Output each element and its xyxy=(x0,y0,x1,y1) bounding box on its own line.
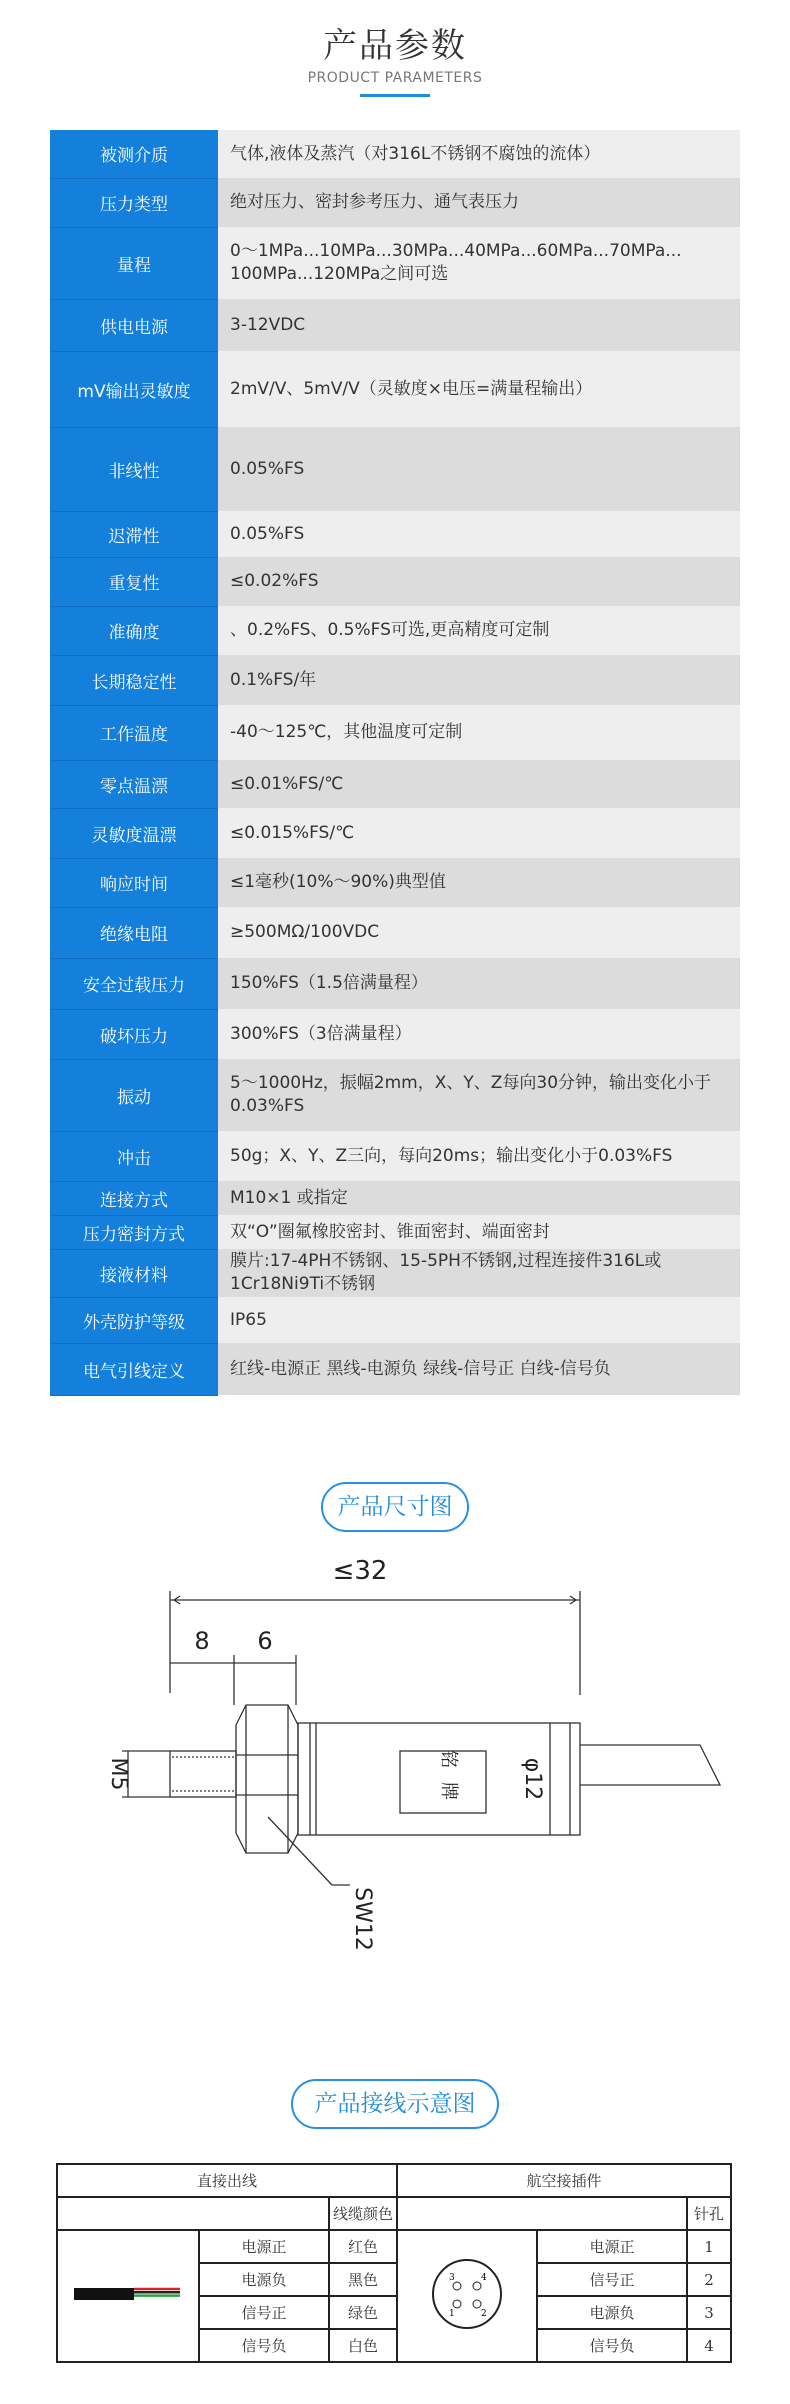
aviation-func-4: 信号负 xyxy=(537,2329,687,2362)
param-row xyxy=(50,858,740,907)
param-label: 外壳防护等级 xyxy=(50,1297,218,1343)
param-value: 红线-电源正 黑线-电源负 绿线-信号正 白线-信号负 xyxy=(218,1343,740,1395)
pin-2: 2 xyxy=(687,2263,731,2296)
param-label: 灵敏度温漂 xyxy=(50,808,218,858)
direct-color-2: 黑色 xyxy=(329,2263,397,2296)
param-value: 0.1%FS/年 xyxy=(218,655,740,705)
param-value: ≤1毫秒(10%～90%)典型值 xyxy=(218,858,740,907)
direct-color-1: 红色 xyxy=(329,2230,397,2263)
page-title: 产品参数 xyxy=(323,26,467,66)
thread-length-label: 8 xyxy=(194,1627,210,1655)
param-row xyxy=(50,705,740,760)
param-label: mV输出灵敏度 xyxy=(50,351,218,427)
param-row xyxy=(50,427,740,511)
pin-3: 3 xyxy=(687,2296,731,2329)
param-row xyxy=(50,1059,740,1131)
pin-label: 3 xyxy=(449,2273,455,2283)
hex-length-label: 6 xyxy=(257,1627,273,1655)
pin-4: 4 xyxy=(687,2329,731,2362)
param-value: 0.05%FS xyxy=(218,427,740,511)
param-row xyxy=(50,606,740,655)
param-row xyxy=(50,178,740,227)
section-title-wiring: 产品接线示意图 xyxy=(291,2079,499,2129)
direct-color-4: 白色 xyxy=(329,2329,397,2362)
param-label: 长期稳定性 xyxy=(50,655,218,705)
nameplate-label: 铭牌 xyxy=(438,1750,459,1814)
param-row xyxy=(50,1249,740,1297)
param-row xyxy=(50,1215,740,1249)
param-label: 连接方式 xyxy=(50,1181,218,1215)
param-value: ≤0.015%FS/℃ xyxy=(218,808,740,858)
aviation-func-1: 电源正 xyxy=(537,2230,687,2263)
param-value: 0～1MPa...10MPa...30MPa...40MPa...60MPa...70MPa... 100MPa...120MPa之间可选 xyxy=(218,227,740,299)
dimension-drawing xyxy=(60,1555,730,2055)
direct-func-2: 电源负 xyxy=(199,2263,329,2296)
param-value: ≤0.01%FS/℃ xyxy=(218,760,740,808)
param-label: 冲击 xyxy=(50,1131,218,1181)
param-value: 膜片:17-4PH不锈钢、15-5PH不锈钢,过程连接件316L或1Cr18Ni9Ti不锈钢 xyxy=(218,1249,740,1297)
param-row xyxy=(50,351,740,427)
pin-1: 1 xyxy=(687,2230,731,2263)
pin-label: 2 xyxy=(481,2309,487,2319)
pin-label: 4 xyxy=(481,2273,487,2283)
param-value: 3-12VDC xyxy=(218,299,740,351)
hex-nut xyxy=(236,1705,298,1853)
param-label: 响应时间 xyxy=(50,858,218,907)
param-row xyxy=(50,511,740,557)
param-label: 破坏压力 xyxy=(50,1009,218,1059)
param-value: 双“O”圈氟橡胶密封、锥面密封、端面密封 xyxy=(218,1215,740,1249)
param-row xyxy=(50,299,740,351)
wire-illustration xyxy=(57,2230,199,2362)
hex-leader xyxy=(268,1817,332,1885)
param-label: 非线性 xyxy=(50,427,218,511)
param-label: 压力密封方式 xyxy=(50,1215,218,1249)
aviation-func-3: 电源负 xyxy=(537,2296,687,2329)
param-value: 绝对压力、密封参考压力、通气表压力 xyxy=(218,178,740,227)
param-row xyxy=(50,808,740,858)
param-label: 迟滞性 xyxy=(50,511,218,557)
direct-color-3: 绿色 xyxy=(329,2296,397,2329)
thread-size-label: M5 xyxy=(106,1757,131,1791)
title-underline xyxy=(360,94,430,97)
param-label: 接液材料 xyxy=(50,1249,218,1297)
connector-illustration xyxy=(397,2230,537,2362)
param-value: IP65 xyxy=(218,1297,740,1343)
param-value: 0.05%FS xyxy=(218,511,740,557)
pin-col-header: 针孔 xyxy=(687,2197,731,2230)
param-label: 电气引线定义 xyxy=(50,1343,218,1395)
param-label: 安全过载压力 xyxy=(50,958,218,1009)
param-row xyxy=(50,1009,740,1059)
param-row xyxy=(50,557,740,606)
param-value: 300%FS（3倍满量程） xyxy=(218,1009,740,1059)
param-value: ≤0.02%FS xyxy=(218,557,740,606)
aviation-header: 航空接插件 xyxy=(397,2164,731,2197)
cable xyxy=(580,1745,720,1785)
direct-header: 直接出线 xyxy=(57,2164,397,2197)
param-row xyxy=(50,1343,740,1395)
section-title-dimensions: 产品尺寸图 xyxy=(321,1482,469,1532)
page-header xyxy=(0,24,790,97)
aviation-func-2: 信号正 xyxy=(537,2263,687,2296)
param-label: 压力类型 xyxy=(50,178,218,227)
diameter-label: φ12 xyxy=(520,1757,545,1801)
param-label: 被测介质 xyxy=(50,130,218,178)
color-col-header: 线缆颜色 xyxy=(329,2197,397,2230)
page-subtitle: PRODUCT PARAMETERS xyxy=(307,70,483,86)
param-value: 5～1000Hz，振幅2mm，X、Y、Z每向30分钟，输出变化小于0.03%FS xyxy=(218,1059,740,1131)
connector-ring xyxy=(433,2260,501,2328)
param-label: 重复性 xyxy=(50,557,218,606)
param-label: 工作温度 xyxy=(50,705,218,760)
param-value: -40～125℃，其他温度可定制 xyxy=(218,705,740,760)
cable-jacket xyxy=(74,2288,134,2300)
param-value: ≥500MΩ/100VDC xyxy=(218,907,740,958)
hex-size-label: SW12 xyxy=(350,1887,375,1951)
param-row xyxy=(50,1297,740,1343)
param-value: 150%FS（1.5倍满量程） xyxy=(218,958,740,1009)
param-row xyxy=(50,907,740,958)
param-label: 准确度 xyxy=(50,606,218,655)
param-value: M10×1 或指定 xyxy=(218,1181,740,1215)
param-value: 气体,液体及蒸汽（对316L不锈钢不腐蚀的流体） xyxy=(218,130,740,178)
param-value: 、0.2%FS、0.5%FS可选,更高精度可定制 xyxy=(218,606,740,655)
param-row xyxy=(50,1131,740,1181)
param-row xyxy=(50,958,740,1009)
param-row xyxy=(50,1181,740,1215)
param-label: 零点温漂 xyxy=(50,760,218,808)
param-row xyxy=(50,760,740,808)
overall-length-label: ≤32 xyxy=(332,1556,388,1586)
param-label: 振动 xyxy=(50,1059,218,1131)
parameters-table xyxy=(50,130,740,1396)
param-row xyxy=(50,655,740,705)
param-label: 量程 xyxy=(50,227,218,299)
param-label: 供电电源 xyxy=(50,299,218,351)
param-label: 绝缘电阻 xyxy=(50,907,218,958)
wiring-table xyxy=(56,2163,732,2363)
param-row xyxy=(50,227,740,299)
direct-func-1: 电源正 xyxy=(199,2230,329,2263)
param-row xyxy=(50,130,740,178)
param-value: 50g；X、Y、Z三向，每向20ms；输出变化小于0.03%FS xyxy=(218,1131,740,1181)
direct-func-3: 信号正 xyxy=(199,2296,329,2329)
param-value: 2mV/V、5mV/V（灵敏度×电压=满量程输出） xyxy=(218,351,740,427)
thread-section xyxy=(170,1751,236,1797)
pin-label: 1 xyxy=(449,2309,455,2319)
direct-func-4: 信号负 xyxy=(199,2329,329,2362)
